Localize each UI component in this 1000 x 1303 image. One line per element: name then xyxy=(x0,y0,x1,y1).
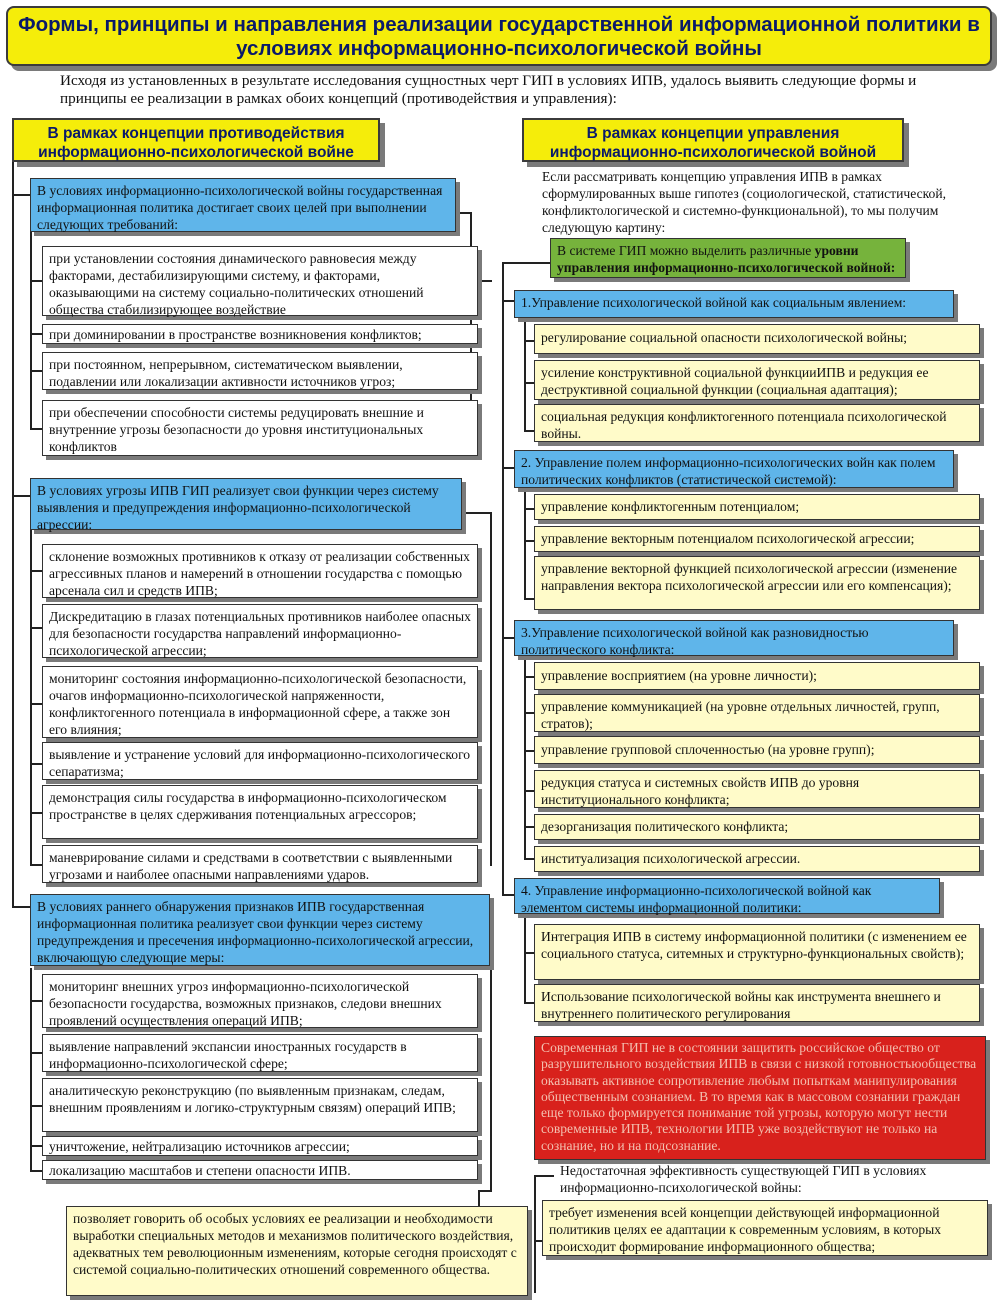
connector-line xyxy=(524,340,534,342)
connector-line xyxy=(30,703,42,705)
connector-line xyxy=(30,812,42,814)
connector-line xyxy=(12,194,30,196)
connector-line xyxy=(524,656,526,860)
connector-line xyxy=(524,712,534,714)
connector-line xyxy=(30,864,42,866)
connector-line xyxy=(502,637,514,639)
levels-bold: уровни управления информационно-психологической войной: xyxy=(557,243,896,275)
connector-line xyxy=(30,570,42,572)
connector-line xyxy=(30,232,32,430)
connector-line xyxy=(524,430,534,432)
left-group2-item: Дискредитацию в глазах потенциальных противников наиболее опасных для безопасности государства направлений информационно-психологической агрессии; xyxy=(42,604,478,658)
connector-line xyxy=(524,858,534,860)
left-group2-head: В условиях угрозы ИПВ ГИП реализует свои функции через систему выявления и предупреждения информационно-психологической агрессии: xyxy=(30,478,462,530)
level3-head: 3.Управление психологической войной как разновидностью политического конфликта: xyxy=(514,620,954,656)
connector-line xyxy=(30,1052,42,1054)
connector-line xyxy=(524,952,534,954)
level2-item: управление векторной функцией психологической агрессии (изменение направления вектора психологической агрессии или его компенсация); xyxy=(534,556,980,610)
connector-line xyxy=(478,280,492,282)
right-column-header: В рамках концепции управления информационно-психологической войной xyxy=(522,118,904,162)
connector-line xyxy=(30,280,42,282)
warning-box: Современная ГИП не в состоянии защитить российское общество от разрушительного воздействия ИПВ в связи с низкой готовностьюобщества оказывать активное сопротивление любым попыткам манипулирования общественным сознанием. В то время как в массовом сознании граждан еще только формируется понимание той угрозы, которую могут нести современные ИПВ, технологии ИПВ уже воздействуют не только на сознание, но и на подсознание. xyxy=(534,1036,986,1160)
connector-line xyxy=(30,968,32,1172)
left-group3-item: уничтожение, нейтрализацию источников агрессии; xyxy=(42,1136,478,1156)
level2-item: управление конфликтогенным потенциалом; xyxy=(534,494,980,520)
connector-line xyxy=(30,530,32,866)
levels-prefix: В системе ГИП можно выделить различные xyxy=(557,243,815,258)
connector-line xyxy=(502,894,514,896)
connector-line xyxy=(524,488,526,600)
level3-item: управление групповой сплоченностью (на уровне групп); xyxy=(534,736,980,764)
connector-line xyxy=(534,1175,554,1177)
connector-line xyxy=(30,1000,42,1002)
connector-line xyxy=(490,512,492,866)
connector-line xyxy=(470,212,472,430)
level2-head: 2. Управление полем информационно-психологических войн как полем политических конфликтов (статистической системой): xyxy=(514,450,954,488)
page-title: Формы, принципы и направления реализации государственной информационной политики в условиях информационно-психологической войны xyxy=(6,6,992,66)
connector-line xyxy=(30,428,42,430)
connector-line xyxy=(524,540,534,542)
connector-line xyxy=(534,1240,542,1242)
connector-line xyxy=(30,1170,42,1172)
left-group2-item: мониторинг состояния информационно-психологической безопасности, очагов информационно-психологической напряженности, конфликтогенного потенциала в информационной сфере, а также зон его влияния; xyxy=(42,666,478,738)
connector-line xyxy=(30,763,42,765)
requires-box: требует изменения всей концепции действующей информационной политикив целях ее адаптации к современным условиям, в которых происходит формирование информационного общества; xyxy=(542,1200,988,1256)
connector-line xyxy=(534,1175,536,1293)
connector-line xyxy=(456,212,472,214)
connector-line xyxy=(502,467,514,469)
intro-text: Исходя из установленных в результате исследования сущностных черт ГИП в условиях ИПВ, удалось выявить следующие формы и принципы ее реализации в рамках обоих концепций (противодействия и управления): xyxy=(60,72,917,107)
level3-item: дезорганизация политического конфликта; xyxy=(534,814,980,840)
level3-item: управление коммуникацией (на уровне отдельных личностей, групп, стратов); xyxy=(534,694,980,732)
connector-line xyxy=(502,300,514,302)
connector-line xyxy=(12,150,14,908)
level3-item: редукция статуса и системных свойств ИПВ до уровня институционального конфликта; xyxy=(534,770,980,808)
left-group2-item: маневрирование силами и средствами в соответствии с выявленными угрозами и наиболее опасными направлениями ударов. xyxy=(42,845,478,883)
level1-item: усиление конструктивной социальной функцииИПВ и редукция ее деструктивной социальной функции (социальная адаптация); xyxy=(534,360,980,400)
level3-item: институализация психологической агрессии. xyxy=(534,846,980,872)
level4-head: 4. Управление информационно-психологической войной как элементом системы информационной политики: xyxy=(514,878,940,914)
left-group2-item: выявление и устранение условий для информационно-психологического сепаратизма; xyxy=(42,742,478,780)
left-group3-item: локализацию масштабов и степени опасности ИПВ. xyxy=(42,1160,478,1180)
connector-line xyxy=(524,790,534,792)
connector-line xyxy=(30,333,42,335)
level2-item: управление векторным потенциалом психологической агрессии; xyxy=(534,526,980,552)
left-group1-item: при доминировании в пространстве возникновения конфликтов; xyxy=(42,324,478,344)
connector-line xyxy=(478,1190,492,1192)
connector-line xyxy=(524,382,534,384)
connector-line xyxy=(462,512,492,514)
left-group1-item: при постоянном, непрерывном, систематическом выявлении, подавлении или локализации активности источников угроз; xyxy=(42,352,478,390)
connector-line xyxy=(524,676,534,678)
left-column-header: В рамках концепции противодействия информационно-психологической войне xyxy=(12,118,380,162)
connector-line xyxy=(502,262,550,264)
connector-line xyxy=(524,750,534,752)
left-conclusion: позволяет говорить об особых условиях ее реализации и необходимости выработки специальных методов и механизмов политического воздействия, адекватных тем революционным изменениям, которые сегодня происходят с системой социально-политических отношений современного общества. xyxy=(66,1206,528,1296)
connector-line xyxy=(524,318,526,432)
connector-line xyxy=(30,627,42,629)
insufficient-text: Недостаточная эффективность существующей ГИП в условиях информационно-психологической войны: xyxy=(560,1163,927,1195)
connector-line xyxy=(30,1105,42,1107)
connector-line xyxy=(524,826,534,828)
connector-line xyxy=(30,1145,42,1147)
connector-line xyxy=(524,598,534,600)
level3-item: управление восприятием (на уровне личности); xyxy=(534,662,980,690)
connector-line xyxy=(524,508,534,510)
level4-item: Использование психологической войны как инструмента внешнего и внутреннего политического регулирования xyxy=(534,984,980,1022)
connector-line xyxy=(490,962,492,1192)
left-group3-item: выявление направлений экспансии иностранных государств в информационно-психологической сфере; xyxy=(42,1034,478,1072)
left-group3-item: мониторинг внешних угроз информационно-психологической безопасности государства, возможных признаков, следови внешних проявлений осуществления операций ИПВ; xyxy=(42,974,478,1028)
connector-line xyxy=(524,1002,534,1004)
left-group2-item: демонстрация силы государства в информационно-психологическом пространстве в целях сдерживания потенциальных агрессоров; xyxy=(42,785,478,839)
connector-line xyxy=(524,914,526,1004)
left-group3-head: В условиях раннего обнаружения признаков ИПВ государственная информационная политика реализует свои функции через систему предупреждения и пресечения информационно-психологической агрессии, включающую следующие меры: xyxy=(30,894,490,966)
left-group1-item: при обеспечении способности системы редуцировать внешние и внутренние угрозы безопасности до уровня институциональных конфликтов xyxy=(42,400,478,456)
connector-line xyxy=(12,495,30,497)
connector-line xyxy=(12,906,30,908)
level1-head: 1.Управление психологической войной как социальным явлением: xyxy=(514,290,954,318)
left-group1-head: В условиях информационно-психологической войны государственная информационная политика достигает своих целей при выполнении следующих требований: xyxy=(30,178,456,232)
right-intro-text: Если рассматривать концепцию управления ИПВ в рамках сформулированных выше гипотез (социологической, статистической, конфликтологической и системно-функциональной), то мы получим следующую картину: xyxy=(542,169,946,235)
level1-item: регулирование социальной опасности психологической войны; xyxy=(534,324,980,354)
left-group1-item: при установлении состояния динамического равновесия между факторами, дестабилизирующими систему, и факторами, оказывающими на систему социально-политических отношений общества стабилизирующее воздействие xyxy=(42,246,478,316)
levels-heading xyxy=(550,238,906,278)
left-group2-item: склонение возможных противников к отказу от реализации собственных агрессивных планов и намерений в отношении государства с помощью арсенала сил и средств ИПВ; xyxy=(42,544,478,598)
level4-item: Интеграция ИПВ в систему информационной политики (с изменением ее социального статуса, ситемных и структурно-функциональных свойств); xyxy=(534,924,980,980)
connector-line xyxy=(502,262,504,894)
left-group3-item: аналитическую реконструкцию (по выявленным признакам, следам, внешним проявлениям и логико-структурным связям) операций ИПВ; xyxy=(42,1078,478,1132)
level1-item: социальная редукция конфликтогенного потенциала психологической войны. xyxy=(534,404,980,442)
connector-line xyxy=(30,370,42,372)
